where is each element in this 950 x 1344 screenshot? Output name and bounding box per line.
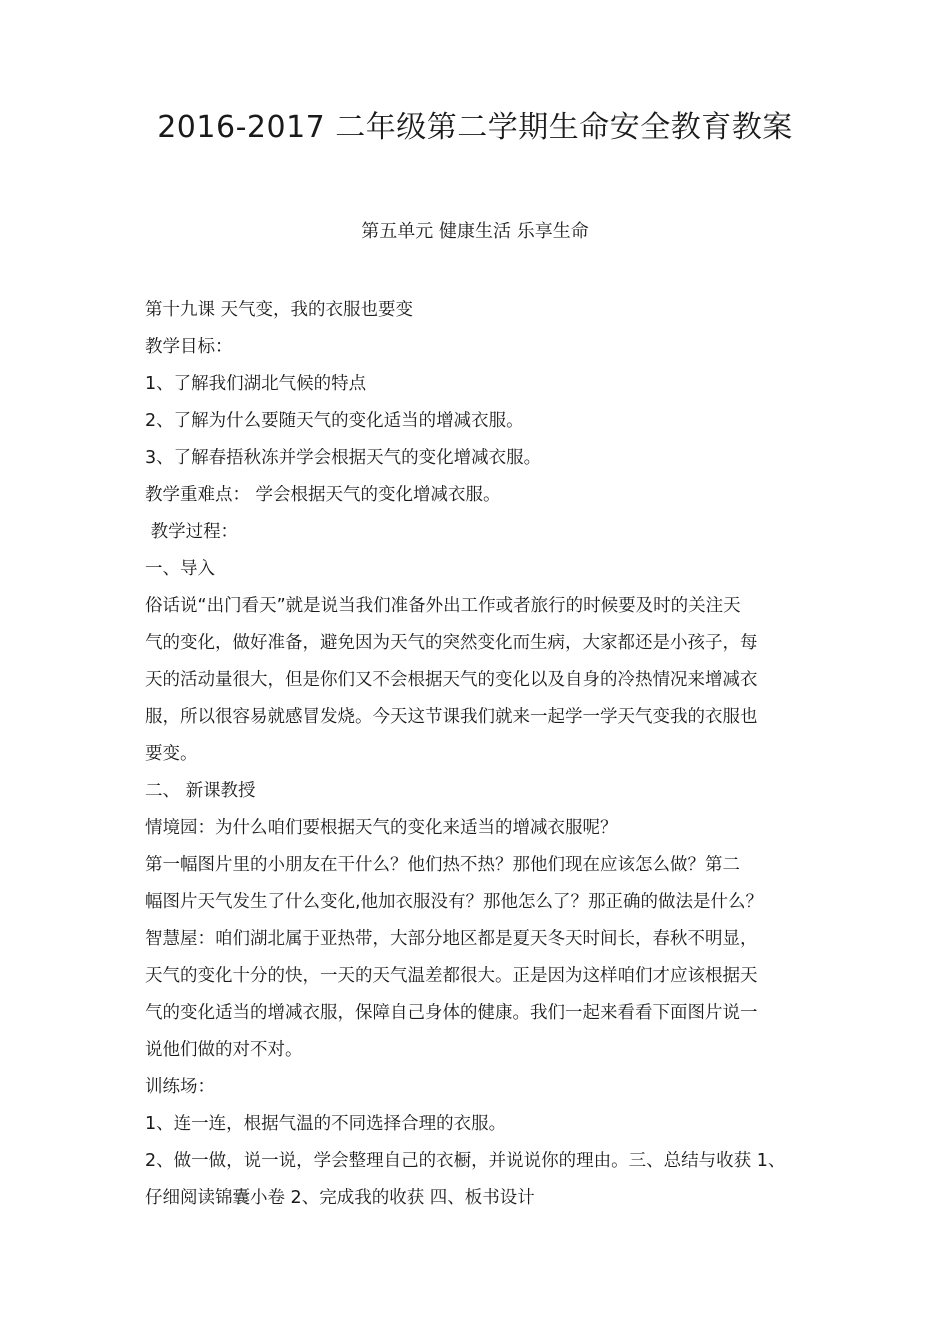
paragraph-line: 教学过程： (145, 522, 239, 542)
paragraph-line: 一、导入 (145, 559, 215, 579)
paragraph-line: 气的变化适当的增减衣服，保障自己身体的健康。我们一起来看看下面图片说一 (145, 1003, 758, 1023)
paragraph-line: 2、做一做，说一说，学会整理自己的衣橱，并说说你的理由。三、总结与收获 1、 (145, 1151, 786, 1171)
paragraph-line: 1、连一连，根据气温的不同选择合理的衣服。 (145, 1114, 507, 1134)
lesson-title: 第十九课 天气变，我的衣服也要变 (145, 300, 414, 320)
paragraph-line: 天的活动量很大，但是你们又不会根据天气的变化以及自身的冷热情况来增减衣 (145, 670, 758, 690)
document-title: 2016-2017 二年级第二学期生命安全教育教案 (157, 110, 793, 145)
paragraph-line: 说他们做的对不对。 (145, 1040, 303, 1060)
paragraph-line: 二、 新课教授 (145, 781, 256, 801)
document-body (145, 292, 835, 1217)
paragraph-line: 第一幅图片里的小朋友在干什么？他们热不热？那他们现在应该怎么做？第二 (145, 855, 740, 875)
paragraph-line: 情境园：为什么咱们要根据天气的变化来适当的增减衣服呢？ (145, 818, 618, 838)
paragraph-line: 训练场： (145, 1077, 215, 1097)
paragraph-line: 要变。 (145, 744, 198, 764)
paragraph-line: 服，所以很容易就感冒发烧。今天这节课我们就来一起学一学天气变我的衣服也 (145, 707, 758, 727)
paragraph-line: 仔细阅读锦囊小卷 2、完成我的收获 四、板书设计 (145, 1188, 535, 1208)
paragraph-line: 教学重难点： 学会根据天气的变化增减衣服。 (145, 485, 501, 505)
paragraph-line: 俗话说“出门看天”就是说当我们准备外出工作或者旅行的时候要及时的关注天 (145, 596, 741, 616)
paragraph-line: 3、了解春捂秋冻并学会根据天气的变化增减衣服。 (145, 448, 542, 468)
unit-heading: 第五单元 健康生活 乐享生命 (361, 221, 589, 242)
paragraph-line: 天气的变化十分的快，一天的天气温差都很大。正是因为这样咱们才应该根据天 (145, 966, 758, 986)
paragraph-line: 1、了解我们湖北气候的特点 (145, 374, 367, 394)
paragraph-line: 2、了解为什么要随天气的变化适当的增减衣服。 (145, 411, 524, 431)
paragraph-line: 教学目标： (145, 337, 233, 357)
paragraph-line: 气的变化，做好准备，避免因为天气的突然变化而生病，大家都还是小孩子，每 (145, 633, 758, 653)
paragraph-line: 幅图片天气发生了什么变化,他加衣服没有？那他怎么了？那正确的做法是什么？ (145, 892, 764, 912)
paragraph-line: 智慧屋：咱们湖北属于亚热带，大部分地区都是夏天冬天时间长，春秋不明显， (145, 929, 758, 949)
